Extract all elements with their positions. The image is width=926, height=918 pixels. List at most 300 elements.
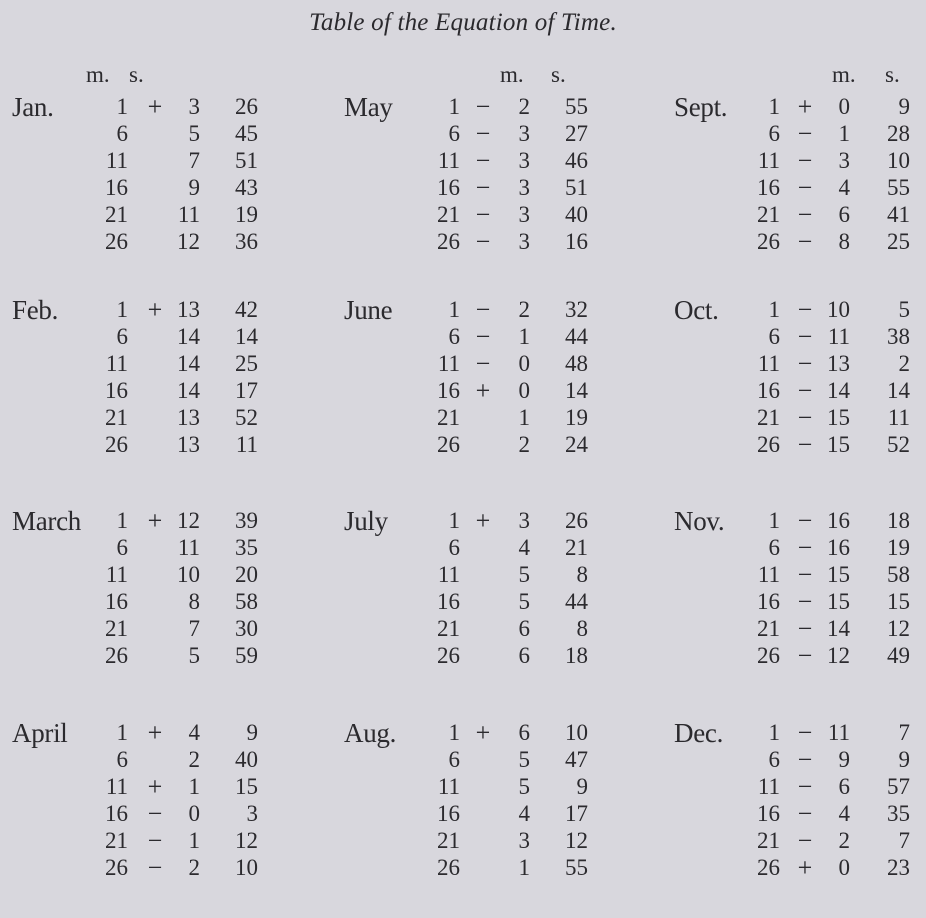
table-row bbox=[620, 175, 926, 201]
seconds-cell: 36 bbox=[235, 229, 258, 254]
seconds-cell: 55 bbox=[565, 94, 588, 119]
day-cell: 1 bbox=[448, 508, 460, 533]
seconds-cell: 59 bbox=[235, 643, 258, 668]
seconds-cell: 43 bbox=[235, 175, 258, 200]
month-name: March bbox=[12, 506, 81, 536]
minutes-cell: 3 bbox=[518, 508, 530, 533]
month-name: Aug. bbox=[344, 718, 397, 748]
table-row bbox=[620, 774, 926, 800]
seconds-cell: 32 bbox=[565, 297, 588, 322]
month-block bbox=[620, 295, 926, 495]
sign-cell: − bbox=[475, 295, 491, 324]
sign-cell: + bbox=[797, 853, 813, 882]
seconds-cell: 26 bbox=[565, 508, 588, 533]
table-row bbox=[620, 378, 926, 404]
day-cell: 1 bbox=[116, 508, 128, 533]
day-cell: 1 bbox=[768, 94, 780, 119]
sign-cell: − bbox=[475, 92, 491, 121]
minutes-cell: 1 bbox=[188, 774, 200, 799]
day-cell: 11 bbox=[437, 148, 460, 173]
day-cell: 16 bbox=[437, 378, 460, 403]
minutes-cell: 0 bbox=[838, 855, 850, 880]
minutes-cell: 6 bbox=[838, 202, 850, 227]
sign-cell: + bbox=[147, 92, 163, 121]
minutes-cell: 2 bbox=[518, 94, 530, 119]
sign-cell: − bbox=[797, 772, 813, 801]
seconds-cell: 44 bbox=[565, 589, 588, 614]
table-row bbox=[620, 616, 926, 642]
table-row bbox=[300, 175, 600, 201]
table-row bbox=[300, 378, 600, 404]
day-cell: 11 bbox=[105, 351, 128, 376]
minutes-cell: 14 bbox=[177, 351, 200, 376]
sign-cell: − bbox=[797, 533, 813, 562]
minutes-cell: 6 bbox=[518, 643, 530, 668]
day-cell: 6 bbox=[768, 747, 780, 772]
table-row bbox=[0, 324, 300, 350]
month-block bbox=[0, 92, 300, 292]
table-row bbox=[620, 229, 926, 255]
table-row bbox=[620, 535, 926, 561]
table-row bbox=[620, 801, 926, 827]
minutes-cell: 13 bbox=[827, 351, 850, 376]
table-row bbox=[300, 643, 600, 669]
day-cell: 11 bbox=[757, 562, 780, 587]
minutes-cell: 12 bbox=[177, 229, 200, 254]
table-row bbox=[620, 405, 926, 431]
seconds-cell: 12 bbox=[887, 616, 910, 641]
seconds-cell: 10 bbox=[235, 855, 258, 880]
minutes-cell: 8 bbox=[188, 589, 200, 614]
minutes-cell: 11 bbox=[177, 202, 200, 227]
seconds-cell: 20 bbox=[235, 562, 258, 587]
seconds-cell: 42 bbox=[235, 297, 258, 322]
minutes-unit-label: m. bbox=[86, 62, 110, 87]
minutes-cell: 14 bbox=[827, 616, 850, 641]
sign-cell: − bbox=[797, 641, 813, 670]
table-row bbox=[300, 432, 600, 458]
day-cell: 6 bbox=[448, 535, 460, 560]
table-row bbox=[620, 508, 926, 534]
minutes-cell: 14 bbox=[177, 378, 200, 403]
table-row bbox=[0, 405, 300, 431]
minutes-cell: 15 bbox=[827, 432, 850, 457]
day-cell: 1 bbox=[448, 297, 460, 322]
minutes-cell: 3 bbox=[518, 229, 530, 254]
minutes-cell: 15 bbox=[827, 589, 850, 614]
table-row bbox=[300, 535, 600, 561]
minutes-cell: 16 bbox=[827, 508, 850, 533]
day-cell: 16 bbox=[105, 175, 128, 200]
minutes-cell: 1 bbox=[518, 324, 530, 349]
minutes-cell: 3 bbox=[518, 202, 530, 227]
table-row bbox=[300, 229, 600, 255]
seconds-cell: 41 bbox=[887, 202, 910, 227]
seconds-cell: 52 bbox=[887, 432, 910, 457]
seconds-cell: 45 bbox=[235, 121, 258, 146]
seconds-cell: 48 bbox=[565, 351, 588, 376]
day-cell: 26 bbox=[105, 229, 128, 254]
day-cell: 26 bbox=[757, 855, 780, 880]
seconds-cell: 18 bbox=[887, 508, 910, 533]
minutes-cell: 3 bbox=[518, 828, 530, 853]
table-row bbox=[0, 535, 300, 561]
month-name: July bbox=[344, 506, 388, 536]
day-cell: 11 bbox=[757, 351, 780, 376]
day-cell: 16 bbox=[437, 801, 460, 826]
table-row bbox=[0, 774, 300, 800]
table-row bbox=[0, 432, 300, 458]
table-row bbox=[620, 94, 926, 120]
seconds-cell: 55 bbox=[887, 175, 910, 200]
table-row bbox=[0, 378, 300, 404]
table-column-3 bbox=[620, 62, 926, 882]
minutes-unit-label: m. bbox=[832, 62, 856, 87]
month-block bbox=[0, 718, 300, 918]
day-cell: 1 bbox=[768, 508, 780, 533]
sign-cell: − bbox=[797, 745, 813, 774]
sign-cell: − bbox=[797, 614, 813, 643]
table-row bbox=[620, 589, 926, 615]
day-cell: 1 bbox=[116, 720, 128, 745]
minutes-cell: 12 bbox=[177, 508, 200, 533]
minutes-cell: 7 bbox=[188, 616, 200, 641]
month-block bbox=[620, 92, 926, 292]
day-cell: 26 bbox=[757, 229, 780, 254]
month-name: Oct. bbox=[674, 295, 719, 325]
day-cell: 26 bbox=[757, 432, 780, 457]
month-block bbox=[0, 506, 300, 706]
sign-cell: + bbox=[475, 718, 491, 747]
table-row bbox=[0, 828, 300, 854]
minutes-cell: 3 bbox=[838, 148, 850, 173]
minutes-cell: 14 bbox=[177, 324, 200, 349]
sign-cell: − bbox=[475, 200, 491, 229]
seconds-cell: 5 bbox=[898, 297, 910, 322]
month-name: May bbox=[344, 92, 393, 122]
month-block bbox=[0, 295, 300, 495]
table-row bbox=[620, 828, 926, 854]
minutes-cell: 1 bbox=[188, 828, 200, 853]
day-cell: 16 bbox=[105, 378, 128, 403]
minutes-cell: 2 bbox=[838, 828, 850, 853]
minutes-cell: 13 bbox=[177, 297, 200, 322]
seconds-cell: 21 bbox=[565, 535, 588, 560]
day-cell: 11 bbox=[437, 774, 460, 799]
seconds-cell: 52 bbox=[235, 405, 258, 430]
day-cell: 1 bbox=[768, 297, 780, 322]
table-row bbox=[620, 324, 926, 350]
sign-cell: − bbox=[475, 322, 491, 351]
seconds-cell: 58 bbox=[235, 589, 258, 614]
seconds-cell: 14 bbox=[235, 324, 258, 349]
sign-cell: − bbox=[797, 146, 813, 175]
minutes-cell: 5 bbox=[188, 643, 200, 668]
table-row bbox=[620, 121, 926, 147]
seconds-cell: 11 bbox=[887, 405, 910, 430]
day-cell: 21 bbox=[105, 405, 128, 430]
table-column-2 bbox=[300, 62, 600, 880]
day-cell: 21 bbox=[437, 405, 460, 430]
month-name: April bbox=[12, 718, 68, 748]
minutes-cell: 3 bbox=[518, 148, 530, 173]
sign-cell: − bbox=[797, 718, 813, 747]
day-cell: 26 bbox=[105, 855, 128, 880]
table-row bbox=[620, 351, 926, 377]
seconds-cell: 12 bbox=[565, 828, 588, 853]
minutes-cell: 3 bbox=[518, 121, 530, 146]
table-row bbox=[300, 589, 600, 615]
day-cell: 1 bbox=[448, 720, 460, 745]
table-row bbox=[0, 855, 300, 881]
table-row bbox=[300, 720, 600, 746]
day-cell: 21 bbox=[757, 405, 780, 430]
table-row bbox=[0, 229, 300, 255]
table-row bbox=[300, 121, 600, 147]
seconds-cell: 9 bbox=[898, 94, 910, 119]
minutes-unit-label: m. bbox=[500, 62, 524, 87]
day-cell: 11 bbox=[437, 562, 460, 587]
table-row bbox=[0, 589, 300, 615]
day-cell: 11 bbox=[105, 148, 128, 173]
table-row bbox=[620, 643, 926, 669]
table-row bbox=[300, 801, 600, 827]
table-row bbox=[300, 351, 600, 377]
seconds-cell: 51 bbox=[565, 175, 588, 200]
minutes-cell: 5 bbox=[518, 774, 530, 799]
day-cell: 21 bbox=[437, 616, 460, 641]
seconds-cell: 38 bbox=[887, 324, 910, 349]
day-cell: 21 bbox=[105, 828, 128, 853]
sign-cell: − bbox=[475, 227, 491, 256]
seconds-cell: 35 bbox=[235, 535, 258, 560]
seconds-cell: 19 bbox=[887, 535, 910, 560]
minutes-cell: 6 bbox=[518, 616, 530, 641]
seconds-unit-label: s. bbox=[129, 62, 144, 87]
minutes-cell: 2 bbox=[188, 747, 200, 772]
seconds-cell: 9 bbox=[898, 747, 910, 772]
table-row bbox=[0, 720, 300, 746]
minutes-cell: 2 bbox=[518, 297, 530, 322]
month-name: June bbox=[344, 295, 393, 325]
seconds-cell: 40 bbox=[565, 202, 588, 227]
sign-cell: − bbox=[475, 173, 491, 202]
seconds-cell: 23 bbox=[887, 855, 910, 880]
table-row bbox=[0, 508, 300, 534]
seconds-cell: 57 bbox=[887, 774, 910, 799]
minutes-cell: 0 bbox=[518, 351, 530, 376]
sign-cell: − bbox=[797, 826, 813, 855]
table-row bbox=[0, 297, 300, 323]
day-cell: 21 bbox=[105, 616, 128, 641]
day-cell: 6 bbox=[768, 535, 780, 560]
day-cell: 21 bbox=[105, 202, 128, 227]
day-cell: 26 bbox=[437, 643, 460, 668]
sign-cell: − bbox=[797, 587, 813, 616]
minutes-cell: 11 bbox=[827, 324, 850, 349]
day-cell: 21 bbox=[437, 828, 460, 853]
day-cell: 6 bbox=[448, 121, 460, 146]
day-cell: 16 bbox=[757, 175, 780, 200]
day-cell: 26 bbox=[437, 432, 460, 457]
minutes-cell: 3 bbox=[188, 94, 200, 119]
seconds-cell: 44 bbox=[565, 324, 588, 349]
table-row bbox=[620, 202, 926, 228]
day-cell: 6 bbox=[116, 121, 128, 146]
minutes-cell: 5 bbox=[518, 562, 530, 587]
minutes-cell: 4 bbox=[838, 801, 850, 826]
minutes-cell: 6 bbox=[518, 720, 530, 745]
minutes-cell: 14 bbox=[827, 378, 850, 403]
seconds-cell: 2 bbox=[898, 351, 910, 376]
minutes-cell: 0 bbox=[518, 378, 530, 403]
seconds-cell: 19 bbox=[235, 202, 258, 227]
table-row bbox=[300, 828, 600, 854]
minutes-cell: 13 bbox=[177, 405, 200, 430]
table-row bbox=[0, 148, 300, 174]
table-row bbox=[0, 643, 300, 669]
sign-cell: − bbox=[797, 560, 813, 589]
seconds-cell: 26 bbox=[235, 94, 258, 119]
month-block bbox=[300, 718, 600, 918]
month-name: Feb. bbox=[12, 295, 59, 325]
sign-cell: + bbox=[147, 295, 163, 324]
day-cell: 11 bbox=[437, 351, 460, 376]
sign-cell: + bbox=[797, 92, 813, 121]
seconds-cell: 27 bbox=[565, 121, 588, 146]
minutes-cell: 4 bbox=[838, 175, 850, 200]
day-cell: 16 bbox=[757, 378, 780, 403]
table-row bbox=[0, 94, 300, 120]
seconds-cell: 9 bbox=[246, 720, 258, 745]
sign-cell: − bbox=[475, 349, 491, 378]
table-row bbox=[300, 508, 600, 534]
table-row bbox=[620, 747, 926, 773]
seconds-cell: 49 bbox=[887, 643, 910, 668]
month-name: Dec. bbox=[674, 718, 724, 748]
sign-cell: − bbox=[147, 799, 163, 828]
day-cell: 21 bbox=[757, 828, 780, 853]
seconds-cell: 9 bbox=[576, 774, 588, 799]
day-cell: 16 bbox=[437, 589, 460, 614]
day-cell: 21 bbox=[437, 202, 460, 227]
day-cell: 11 bbox=[105, 562, 128, 587]
table-row bbox=[0, 562, 300, 588]
day-cell: 6 bbox=[116, 747, 128, 772]
seconds-cell: 3 bbox=[246, 801, 258, 826]
table-row bbox=[300, 324, 600, 350]
minutes-cell: 7 bbox=[188, 148, 200, 173]
day-cell: 6 bbox=[116, 324, 128, 349]
table-row bbox=[0, 121, 300, 147]
table-row bbox=[300, 202, 600, 228]
month-block bbox=[620, 506, 926, 706]
units-header bbox=[0, 62, 300, 92]
table-row bbox=[300, 148, 600, 174]
minutes-cell: 16 bbox=[827, 535, 850, 560]
units-header bbox=[620, 62, 926, 92]
minutes-cell: 12 bbox=[827, 643, 850, 668]
minutes-cell: 1 bbox=[838, 121, 850, 146]
table-row bbox=[620, 855, 926, 881]
day-cell: 6 bbox=[768, 121, 780, 146]
table-row bbox=[300, 562, 600, 588]
day-cell: 6 bbox=[448, 747, 460, 772]
month-name: Nov. bbox=[674, 506, 725, 536]
seconds-cell: 10 bbox=[565, 720, 588, 745]
minutes-cell: 3 bbox=[518, 175, 530, 200]
table-row bbox=[0, 801, 300, 827]
seconds-cell: 15 bbox=[887, 589, 910, 614]
minutes-cell: 8 bbox=[838, 229, 850, 254]
month-block bbox=[300, 92, 600, 292]
table-row bbox=[300, 94, 600, 120]
sign-cell: + bbox=[147, 718, 163, 747]
seconds-cell: 8 bbox=[576, 616, 588, 641]
day-cell: 26 bbox=[105, 643, 128, 668]
month-block bbox=[620, 718, 926, 918]
seconds-cell: 17 bbox=[565, 801, 588, 826]
seconds-cell: 51 bbox=[235, 148, 258, 173]
minutes-cell: 11 bbox=[827, 720, 850, 745]
minutes-cell: 10 bbox=[177, 562, 200, 587]
minutes-cell: 2 bbox=[518, 432, 530, 457]
minutes-cell: 1 bbox=[518, 405, 530, 430]
day-cell: 26 bbox=[437, 855, 460, 880]
seconds-cell: 55 bbox=[565, 855, 588, 880]
seconds-cell: 35 bbox=[887, 801, 910, 826]
minutes-cell: 4 bbox=[518, 535, 530, 560]
seconds-cell: 30 bbox=[235, 616, 258, 641]
sign-cell: − bbox=[797, 430, 813, 459]
day-cell: 11 bbox=[105, 774, 128, 799]
sign-cell: − bbox=[475, 146, 491, 175]
seconds-cell: 14 bbox=[887, 378, 910, 403]
minutes-cell: 5 bbox=[518, 747, 530, 772]
minutes-cell: 6 bbox=[838, 774, 850, 799]
minutes-cell: 0 bbox=[838, 94, 850, 119]
sign-cell: − bbox=[797, 173, 813, 202]
sign-cell: − bbox=[797, 506, 813, 535]
table-row bbox=[300, 405, 600, 431]
seconds-cell: 12 bbox=[235, 828, 258, 853]
table-row bbox=[0, 351, 300, 377]
seconds-cell: 19 bbox=[565, 405, 588, 430]
sign-cell: − bbox=[797, 349, 813, 378]
month-block bbox=[300, 506, 600, 706]
sign-cell: − bbox=[797, 295, 813, 324]
month-name: Jan. bbox=[12, 92, 54, 122]
sign-cell: − bbox=[797, 403, 813, 432]
sign-cell: − bbox=[797, 376, 813, 405]
sign-cell: − bbox=[147, 853, 163, 882]
seconds-cell: 58 bbox=[887, 562, 910, 587]
day-cell: 16 bbox=[437, 175, 460, 200]
day-cell: 1 bbox=[116, 297, 128, 322]
seconds-cell: 40 bbox=[235, 747, 258, 772]
day-cell: 26 bbox=[105, 432, 128, 457]
seconds-cell: 17 bbox=[235, 378, 258, 403]
table-row bbox=[620, 432, 926, 458]
day-cell: 16 bbox=[105, 589, 128, 614]
sign-cell: − bbox=[797, 799, 813, 828]
minutes-cell: 9 bbox=[838, 747, 850, 772]
minutes-cell: 4 bbox=[188, 720, 200, 745]
minutes-cell: 1 bbox=[518, 855, 530, 880]
table-row bbox=[300, 297, 600, 323]
table-row bbox=[620, 297, 926, 323]
day-cell: 16 bbox=[757, 801, 780, 826]
